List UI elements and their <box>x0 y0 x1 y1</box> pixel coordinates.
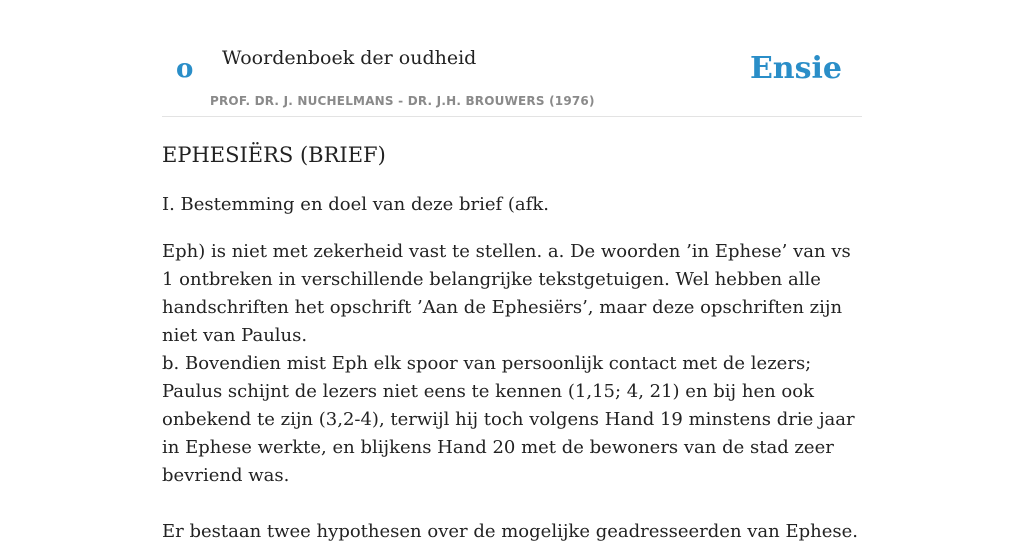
source-header <box>162 0 862 117</box>
entry-content <box>162 136 867 546</box>
entry-paragraph: Er bestaan twee hypothesen over de mogelijke geadresseerden van Ephese. <box>162 521 858 542</box>
entry-paragraph: I. Bestemming en doel van deze brief (afk. <box>162 194 549 215</box>
entry-paragraph: Eph) is niet met zekerheid vast te stellen. a. De woorden ’in Ephese’ van vs 1 ontbreken in verschillende belangrijke tekstgetuigen. Wel hebben alle handschriften het opschrift ’Aan de Ephesiërs’, maar deze opschriften zijn niet van Paulus. <box>162 241 851 346</box>
source-authors: PROF. DR. J. NUCHELMANS - DR. J.H. BROUWERS (1976) <box>210 94 595 108</box>
entry-title: EPHESIËRS (BRIEF) <box>162 143 386 167</box>
ensie-logo-link[interactable]: Ensie <box>749 51 842 86</box>
book-letter-icon: o <box>176 54 194 84</box>
source-book-title[interactable]: Woordenboek der oudheid <box>222 47 477 69</box>
entry-paragraph: b. Bovendien mist Eph elk spoor van persoonlijk contact met de lezers; Paulus schijnt de lezers niet eens te kennen (1,15; 4, 21) en bij hen ook onbekend te zijn (3,2-4), terwijl hij toch volgens Hand 19 minstens drie jaar in Ephese werkte, en blijkens Hand 20 met de bewoners van de stad zeer bevriend was. <box>162 353 855 486</box>
